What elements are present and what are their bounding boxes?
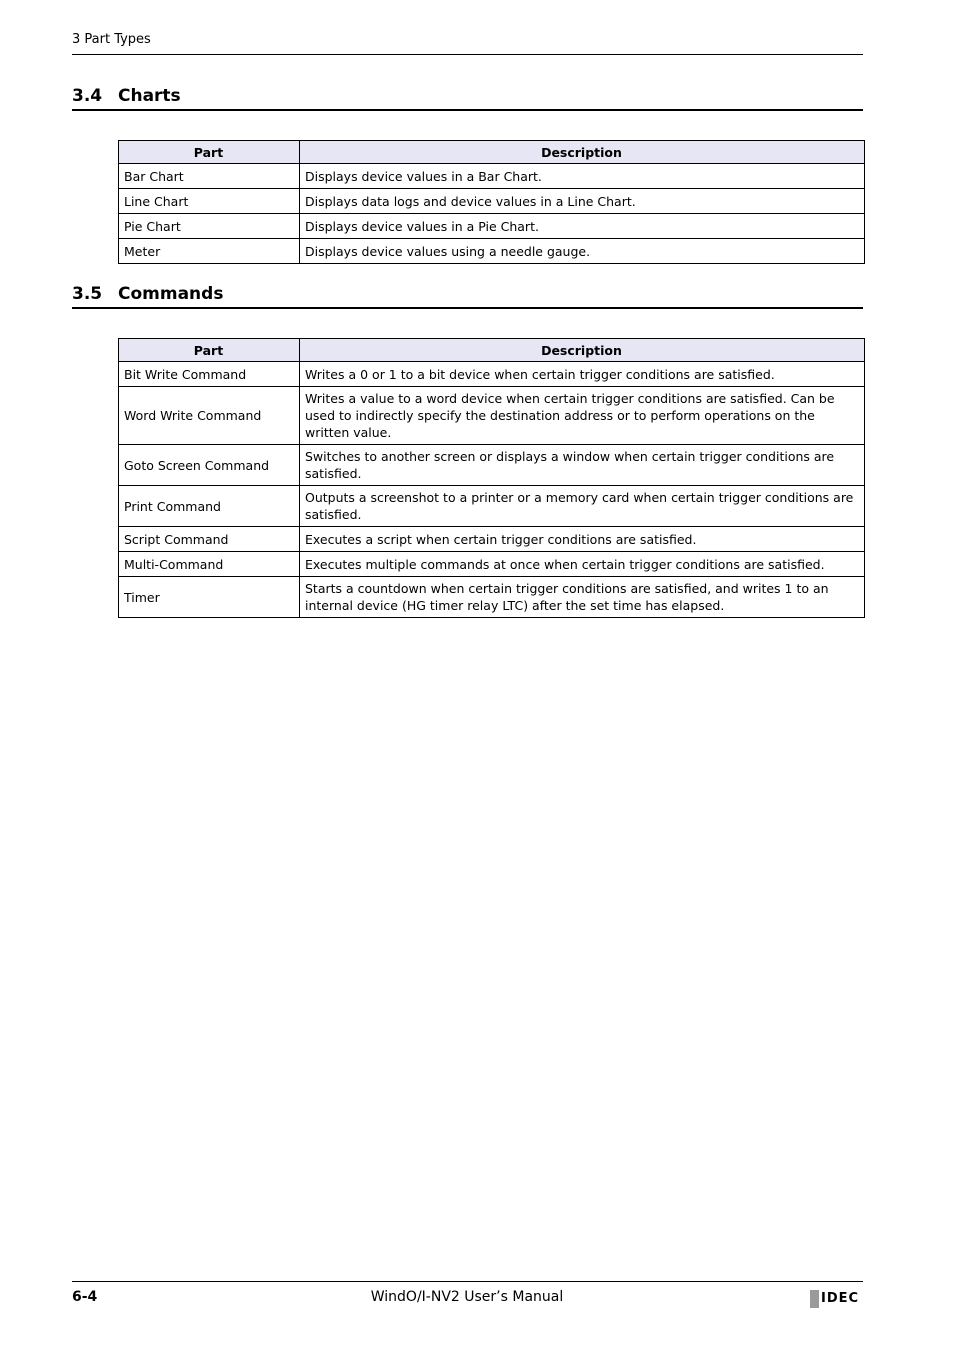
idec-logo	[810, 1290, 859, 1308]
description-cell: Displays device values in a Pie Chart.	[300, 214, 865, 239]
table-row	[119, 577, 865, 618]
part-cell: Timer	[119, 577, 300, 618]
description-cell: Switches to another screen or displays a window when certain trigger conditions are satisfied.	[300, 445, 865, 486]
part-cell: Bit Write Command	[119, 362, 300, 387]
description-cell: Outputs a screenshot to a printer or a memory card when certain trigger conditions are satisfied.	[300, 486, 865, 527]
table-header-row	[119, 141, 865, 164]
part-cell: Print Command	[119, 486, 300, 527]
page-number: 6-4	[72, 1289, 98, 1305]
table-row	[119, 552, 865, 577]
logo-wordmark: IDEC	[821, 1291, 860, 1306]
footer-divider	[72, 1281, 863, 1282]
description-cell: Starts a countdown when certain trigger conditions are satisfied, and writes 1 to an internal device (HG timer relay LTC) after the set time has elapsed.	[300, 577, 865, 618]
table-row	[119, 239, 865, 264]
description-cell: Displays device values in a Bar Chart.	[300, 164, 865, 189]
table-row	[119, 164, 865, 189]
column-header-part: Part	[119, 141, 300, 164]
part-cell: Script Command	[119, 527, 300, 552]
table-row	[119, 387, 865, 445]
table-row	[119, 527, 865, 552]
description-cell: Displays data logs and device values in a Line Chart.	[300, 189, 865, 214]
section-title: Charts	[118, 86, 181, 106]
part-cell: Pie Chart	[119, 214, 300, 239]
part-cell: Meter	[119, 239, 300, 264]
table-row	[119, 445, 865, 486]
description-cell: Displays device values using a needle gauge.	[300, 239, 865, 264]
charts-table	[118, 140, 865, 264]
description-cell: Writes a 0 or 1 to a bit device when certain trigger conditions are satisfied.	[300, 362, 865, 387]
table-header-row	[119, 339, 865, 362]
part-cell: Bar Chart	[119, 164, 300, 189]
part-cell: Multi-Command	[119, 552, 300, 577]
description-cell: Executes a script when certain trigger conditions are satisfied.	[300, 527, 865, 552]
column-header-description: Description	[300, 339, 865, 362]
section-number: 3.4	[72, 86, 103, 106]
manual-title: WindO/I-NV2 User’s Manual	[370, 1289, 564, 1305]
description-cell: Executes multiple commands at once when certain trigger conditions are satisfied.	[300, 552, 865, 577]
part-cell: Line Chart	[119, 189, 300, 214]
description-cell: Writes a value to a word device when certain trigger conditions are satisfied. Can be used to indirectly specify the destination address or to perform operations on the written value.	[300, 387, 865, 445]
part-cell: Goto Screen Command	[119, 445, 300, 486]
section-title: Commands	[118, 284, 224, 304]
section-heading-charts	[72, 85, 863, 111]
part-cell: Word Write Command	[119, 387, 300, 445]
column-header-part: Part	[119, 339, 300, 362]
commands-table	[118, 338, 865, 618]
logo-bar-icon	[810, 1290, 819, 1308]
table-row	[119, 486, 865, 527]
table-row	[119, 214, 865, 239]
header-divider	[72, 54, 863, 55]
section-number: 3.5	[72, 284, 103, 304]
section-heading-commands	[72, 283, 863, 309]
table-row	[119, 189, 865, 214]
running-header: 3 Part Types	[72, 32, 151, 47]
table-row	[119, 362, 865, 387]
column-header-description: Description	[300, 141, 865, 164]
